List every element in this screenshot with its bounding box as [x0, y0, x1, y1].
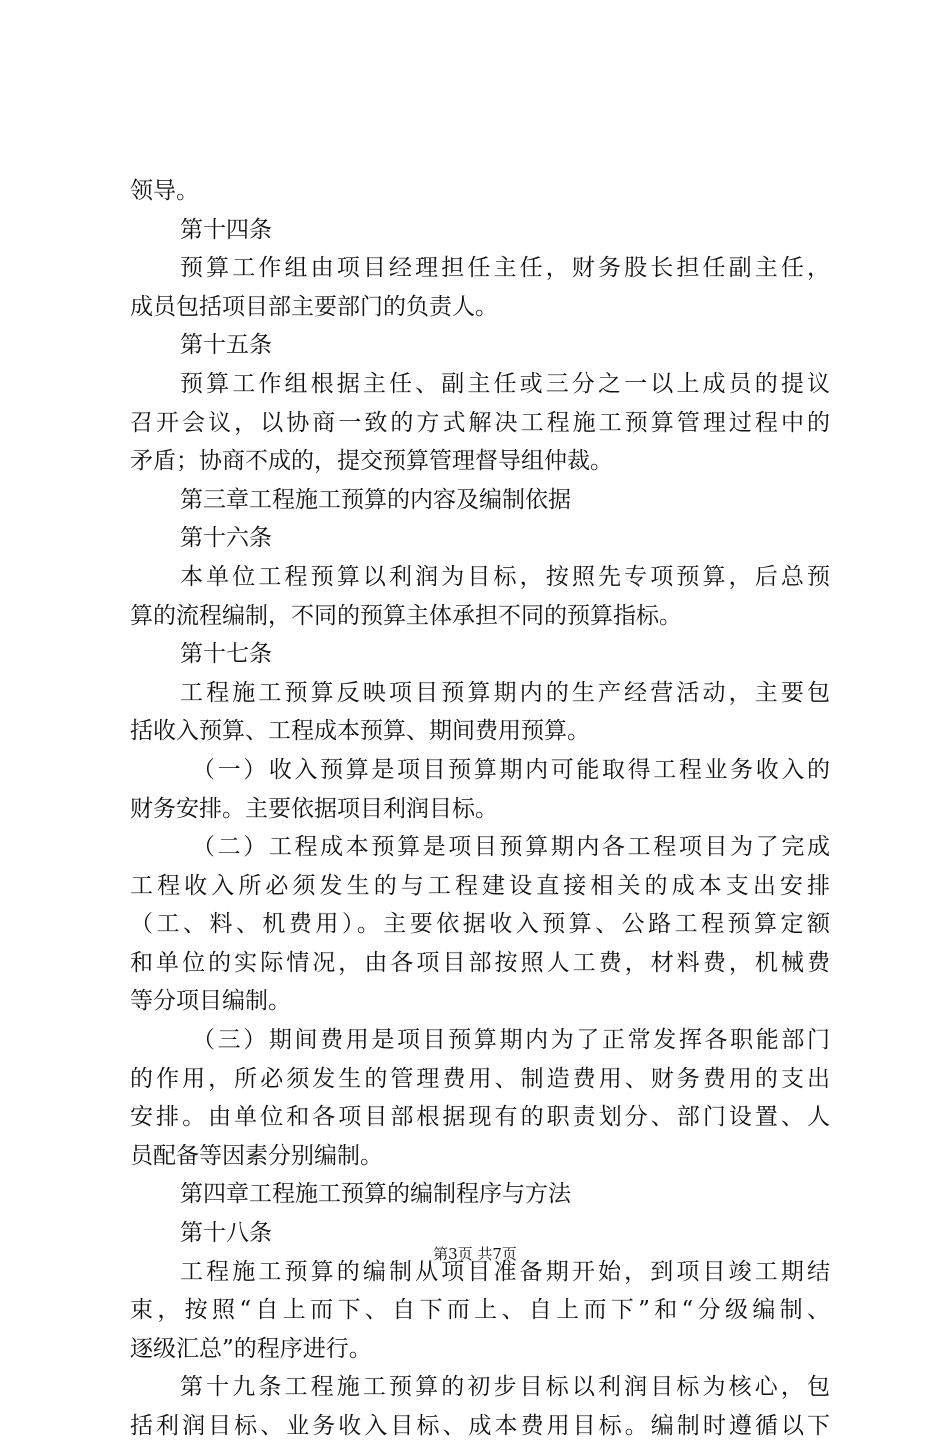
- chapter-heading: 第三章工程施工预算的内容及编制依据: [180, 486, 571, 513]
- text-line: （工、料、机费用）。主要依据收入预算、公路工程预算定额: [130, 911, 830, 938]
- article-heading: 第十五条: [180, 332, 272, 359]
- text-line: 召开会议，以协商一致的方式解决工程施工预算管理过程中的: [130, 409, 830, 436]
- text-line: 矛盾；协商不成的，提交预算管理督导组仲裁。: [130, 448, 613, 475]
- text-line: 括收入预算、工程成本预算、期间费用预算。: [130, 718, 590, 745]
- text-line: 算的流程编制，不同的预算主体承担不同的预算指标。: [130, 602, 682, 629]
- text-line: （一）收入预算是项目预算期内可能取得工程业务收入的: [192, 756, 830, 783]
- text-line: 第十九条工程施工预算的初步目标以利润目标为核心，包: [180, 1374, 830, 1401]
- text-line: 安排。由单位和各项目部根据现有的职责划分、部门设置、人: [130, 1104, 830, 1131]
- text-line: 预算工作组由项目经理担任主任，财务股长担任副主任，: [180, 255, 830, 282]
- text-line: 工程施工预算反映项目预算期内的生产经营活动，主要包: [180, 679, 830, 706]
- text-line: 财务安排。主要依据项目利润目标。: [130, 795, 498, 822]
- text-line: 本单位工程预算以利润为目标，按照先专项预算，后总预: [180, 563, 830, 590]
- page-number-label: 第3页 共7页: [433, 1245, 517, 1263]
- text-line: 预算工作组根据主任、副主任或三分之一以上成员的提议: [180, 370, 830, 397]
- chapter-heading: 第四章工程施工预算的编制程序与方法: [180, 1181, 571, 1208]
- article-heading: 第十七条: [180, 641, 272, 668]
- text-line: （三）期间费用是项目预算期内为了正常发挥各职能部门: [192, 1027, 830, 1054]
- text-line: 成员包括项目部主要部门的负责人。: [130, 293, 498, 320]
- text-line: 括利润目标、业务收入目标、成本费用目标。编制时遵循以下: [130, 1413, 830, 1439]
- text-line: 的作用，所必须发生的管理费用、制造费用、财务费用的支出: [130, 1065, 830, 1092]
- text-line: 员配备等因素分别编制。: [130, 1142, 383, 1169]
- text-line: 逐级汇总”的程序进行。: [130, 1335, 372, 1362]
- article-heading: 第十六条: [180, 525, 272, 552]
- page-footer: [0, 1244, 950, 1264]
- article-heading: 第十八条: [180, 1220, 272, 1247]
- text-line: 和单位的实际情况，由各项目部按照人工费，材料费，机械费: [130, 949, 830, 976]
- text-line: 束，按照“自上而下、自下而上、自上而下”和“分级编制、: [130, 1297, 830, 1324]
- article-heading: 第十四条: [180, 216, 272, 243]
- text-line: 等分项目编制。: [130, 988, 291, 1015]
- text-line: 工程收入所必须发生的与工程建设直接相关的成本支出安排: [130, 872, 830, 899]
- text-line: 领导。: [130, 178, 199, 204]
- text-line: （二）工程成本预算是项目预算期内各工程项目为了完成: [192, 834, 830, 861]
- text-line: 工程施工预算的编制从项目准备期开始，到项目竣工期结: [180, 1258, 830, 1285]
